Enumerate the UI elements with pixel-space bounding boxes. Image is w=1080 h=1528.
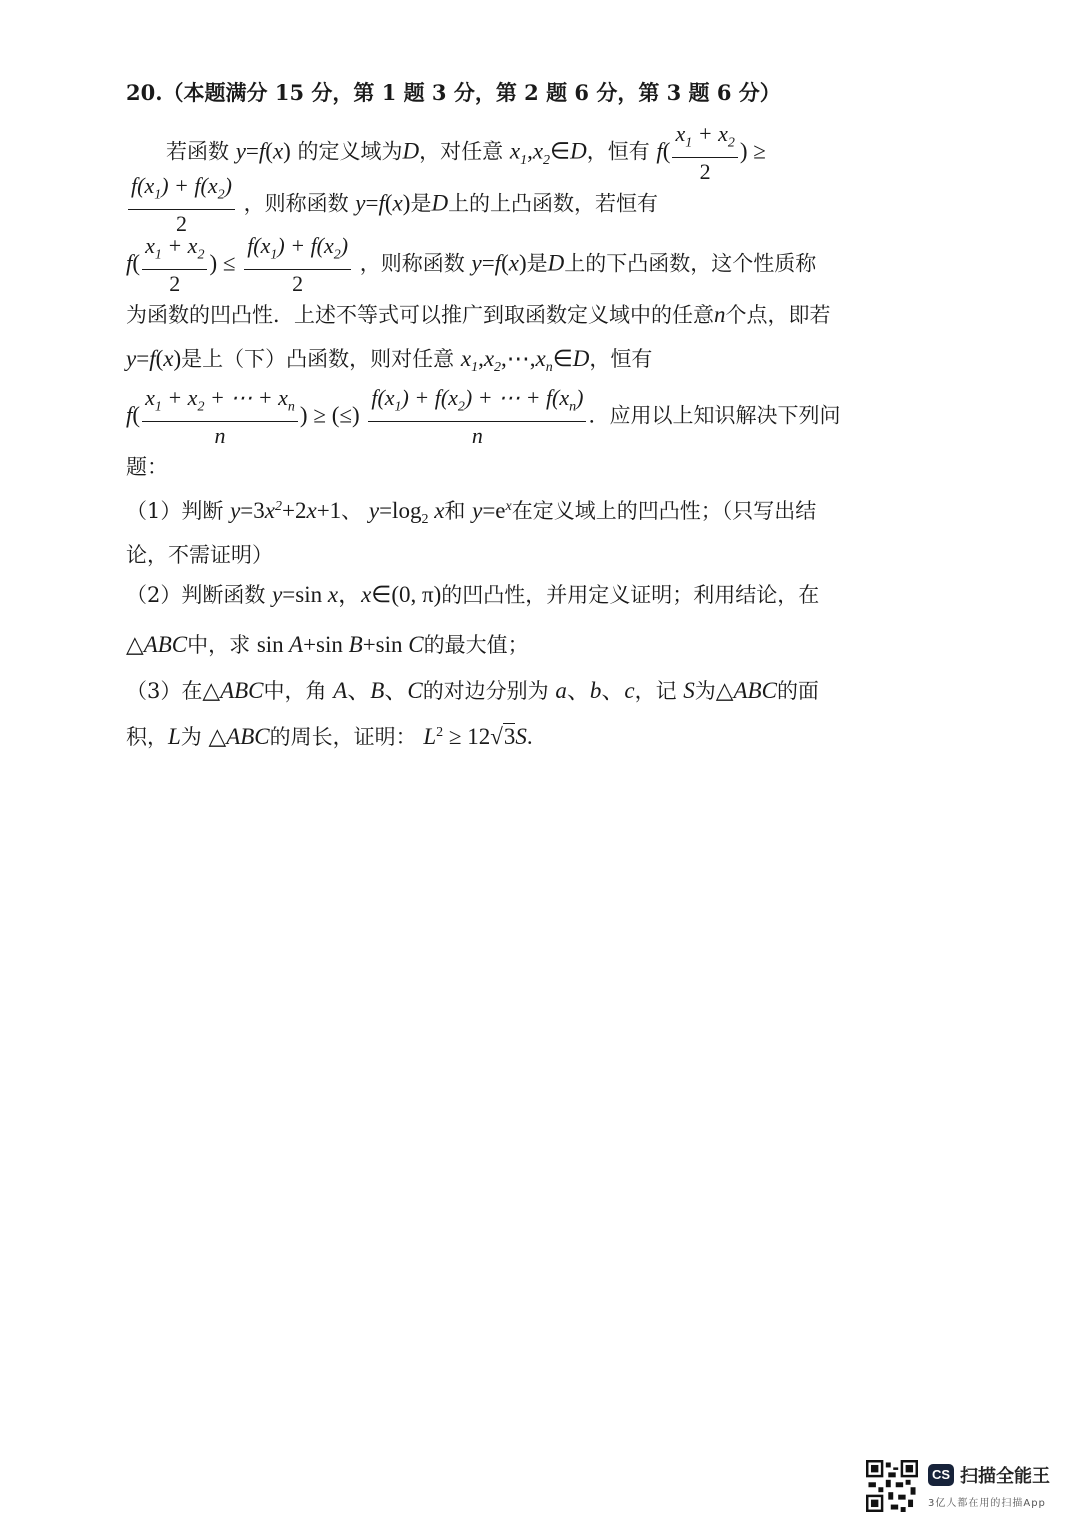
midpoint-fraction: $\frac{x_1 + x_2}{2}$: [672, 120, 737, 186]
camscanner-name: 扫描全能王: [960, 1466, 1050, 1487]
part-3-line-1: （3）在△ABC中，角 A、B、C的对边分别为 a、b、c，记 S为△ABC的面: [126, 678, 819, 703]
definition-line-4: 为函数的凹凸性．上述不等式可以推广到取函数定义域中的任意n个点，即若: [126, 302, 831, 327]
part-1-line-2: 论，不需证明）: [126, 543, 273, 567]
camscanner-slogan: 3亿人都在用的扫描App: [928, 1498, 1046, 1509]
definition-line-7: 题：: [126, 455, 168, 479]
average-fraction: $\frac{f(x_1) + f(x_2)}{2}$: [128, 172, 235, 238]
question-header: 20.（本题满分 15 分，第 1 题 3 分，第 2 题 6 分，第 3 题 6 分）: [126, 80, 781, 105]
definition-line-2: $\frac{f(x_1) + f(x_2)}{2}$ ，则称函数 y=f(x)是D上的上凸函数，若恒有: [126, 172, 658, 238]
jensen-inequality-line: f( $\frac{x_1 + x_2 + \cdots + x_n}{n}$ ) ≥ (≤) $\frac{f(x_1) + f(x_2) + \cdots + f(x_n)}{n}$ ．应用以上知识解决下列问: [126, 385, 841, 449]
definition-line-5: y=f(x)是上（下）凸函数，则对任意 $x_1,x_2,\cdots,x_n\in D$，恒有: [126, 346, 653, 376]
part-2-line-1: （2）判断函数 y=sin x，x∈(0, π)的凹凸性，并用定义证明；利用结论，在: [126, 582, 820, 607]
part-3-line-2: 积，L为 △ABC的周长，证明： $L^2 \ge 12√3S$.: [126, 724, 533, 749]
qr-code-icon: [866, 1460, 918, 1512]
part-2-line-2: △ABC中，求 sin A+sin B+sin C的最大值；: [126, 632, 529, 657]
camscanner-logo: CS: [928, 1464, 954, 1486]
definition-line-1: 若函数 y=f(x) 的定义域为D，对任意 $x_1,x_2\in D$，恒有 f( $\frac{x_1 + x_2}{2}$ ) ≥: [166, 121, 766, 185]
definition-line-3: f( $\frac{x_1 + x_2}{2}$ ) ≤ $\frac{f(x_1) + f(x_2)}{2}$ ，则称函数 y=f(x)是D上的下凸函数，这个性质称: [126, 233, 817, 297]
part-1-line-1: （1）判断 $y=3x^2+2x+1$、 $y=\log_2$ x和 $y=e^x$在定义域上的凹凸性；（只写出结: [126, 498, 817, 528]
